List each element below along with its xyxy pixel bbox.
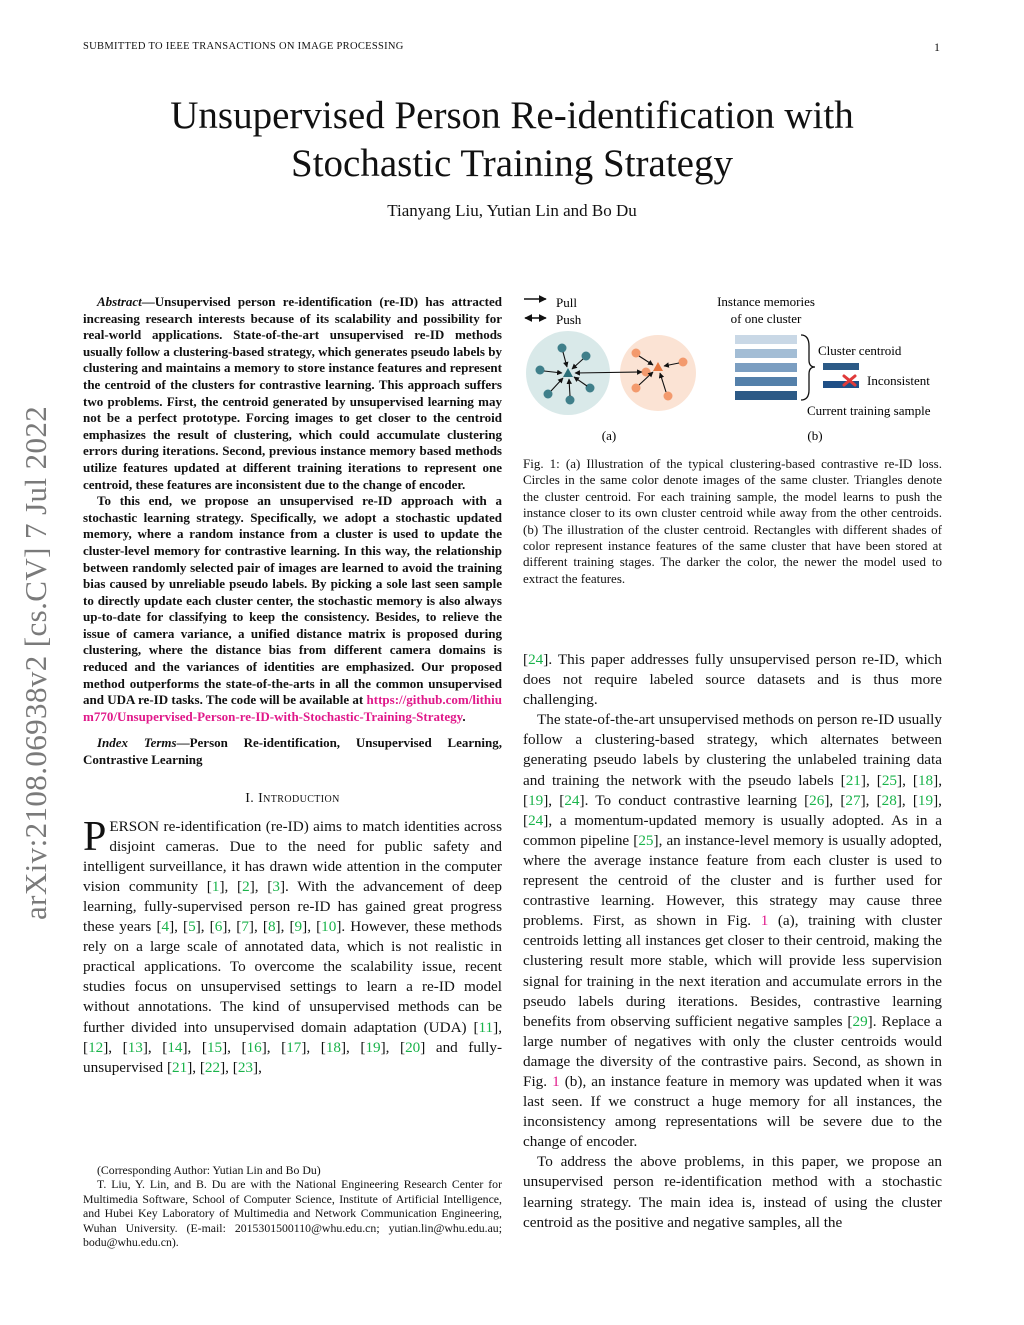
citation[interactable]: 11 <box>478 1018 494 1036</box>
citation[interactable]: 10 <box>321 918 337 936</box>
citation[interactable]: 24 <box>528 651 544 668</box>
legend-push-label: Push <box>556 312 582 327</box>
instance-memories-label-2: of one cluster <box>730 311 802 326</box>
citation[interactable]: 17 <box>286 1038 302 1056</box>
citation[interactable]: 13 <box>127 1038 143 1056</box>
title-line-1: Unsupervised Person Re-identification with <box>170 94 854 137</box>
abstract-paragraph-2: To this end, we propose an unsupervised re-ID approach with a stochastic learning strategy. Specifically, we adopt a stochastic updated memory, where a random instance from a cluster is used to update the cluster-level memory for contrastive learning. In this way, the relationship between randomly selected pair of images are learned to avoid the training bias caused by unreliable pseudo labels. By picking a sole last seen sample to directly update each cluster center, the stochastic memory is also always up-to-date for classifying to keep the consistency. Besides, to relieve the issue of camera variance, a unified distance matrix is proposed during clustering, where the distance bias from different camera domains is reduced and the variances of identities are emphasized. Our proposed method outperforms the state-of-the-arts in all the common unsupervised and UDA re-ID tasks. The code will be available at https://github.com/lithium770/Unsupervised-Person-re-ID-with-Stochastic-Training-Strategy. <box>83 493 502 724</box>
legend-pull-label: Pull <box>556 295 577 310</box>
inconsistent-label: Inconsistent <box>867 373 930 388</box>
page-number: 1 <box>934 40 940 54</box>
citation[interactable]: 23 <box>237 1058 254 1076</box>
subfigure-a-label: (a) <box>601 428 617 443</box>
figure-caption-text: Fig. 1: (a) Illustration of the typical clustering-based contrastive re-ID loss. Circles in the same color denote images of the same cluster. Triangles denote the cluster centroid. For each training sample, the model learns to push the instance closer to its own cluster centroid while away from the other centroids. (b) The illustration of the cluster centroid. Rectangles with different shades of color represent instance features of the same cluster that have been stored at different training stages. The darker the color, the newer the model used to extract the features. <box>523 456 942 586</box>
code-link[interactable]: https://github.com/lithium770/Unsupervised-Person-re-ID-with-Stochastic-Training-Strategy <box>83 692 502 724</box>
right-paragraph-3: To address the above problems, in this paper, we propose an unsupervised person re-identification method with a stochastic learning strategy. The main idea is, instead of using the cluster centroid as the positive and negative samples, all the <box>523 1153 942 1231</box>
citation[interactable]: 5 <box>188 918 196 936</box>
abstract-label: Abstract <box>97 294 142 309</box>
citation[interactable]: 19 <box>365 1038 381 1056</box>
paper-title <box>60 92 964 188</box>
citation[interactable]: 26 <box>809 791 825 809</box>
title-line-2: Stochastic Training Strategy <box>291 142 733 185</box>
intro-paragraph: PERSON re-identification (re-ID) aims to match identities across disjoint cameras. Due to the need for public safety and intelligent surveillance, it has drawn wide attention in the computer vision community [1], [2], [3]. With the advancement of deep learning, fully-supervised person re-ID has gained great progress these years [4], [5], [6], [7], [8], [9], [10]. However, these methods rely on a large scale of annotated data, which is not realistic in practical applications. To overcome the scalability issue, recent studies focus on unsupervised settings to learn a re-ID model without annotations. The kind of unsupervised methods can be further divided into unsupervised domain adaptation (UDA) [11], [12], [13], [14], [15], [16], [17], [18], [19], [20] and fully-unsupervised [21], [22], [23], <box>83 813 503 1076</box>
instance-memories-label-1: Instance memories <box>717 294 815 309</box>
citation[interactable]: 14 <box>167 1038 183 1056</box>
centroid-bar <box>823 363 859 370</box>
index-terms: Index Terms—Person Re-identification, Unsupervised Learning, Contrastive Learning <box>83 735 502 768</box>
citation[interactable]: 19 <box>528 791 544 809</box>
citation[interactable]: 1 <box>211 877 220 895</box>
citation[interactable]: 21 <box>845 771 861 789</box>
citation[interactable]: 2 <box>242 877 250 895</box>
legend-push <box>525 312 582 327</box>
right-paragraph-2: The state-of-the-art unsupervised methods on person re-ID usually follow a clustering-based strategy, which alternates between generating pseudo labels by clustering the unlabeled training data and training the network with the pseudo labels [21], [25], [18], [19], [24]. To conduct contrastive learning [26], [27], [28], [19], [24], a momentum-updated memory is usually adopted. As in a common pipeline [25], an instance-level memory is usually adopted, where the average instance feature from each cluster is used to represent the centroid of the cluster and is further used for contrastive learning. However, this strategy may cause three problems. First, as shown in Fig. 1 (a), training with cluster centroids letting all instances get closer to their centroid, making the clustering result more stable, which will provide less supervision signal for training in the next iteration and accumulate errors in the pseudo labels during iterations. Besides, contrastive learning benefits from observing sufficient negative samples [29]. Replace a large number of negatives with only the cluster centroids would damage the diversity of the contrastive pairs. Second, as shown in Fig. 1 (b), an instance feature in memory was updated when it was last seen. If we construct a huge memory for all instances, the inconsistency among representations will be severe due to the change of encoder. <box>523 711 943 1151</box>
abstract-paragraph-1: Abstract—Unsupervised person re-identification (re-ID) has attracted increasing research interests because of its scalability and possibility for real-world applications. State-of-the-art unsupervised re-ID methods usually follow a clustering-based strategy, which generates pseudo labels by clustering and maintains a memory to store instance features and represent the centroid of the clusters for contrastive learning. This approach suffers two problems. First, the centroid generated by unsupervised learning may not be a perfect prototype. Forcing images to get closer to the centroid emphasizes the result of clustering, which could accumulate clustering errors during iterations. Second, previous instance memory based methods utilize features updated at different training iterations to represent one centroid, these features are inconsistent due to the change of encoder. <box>83 294 502 492</box>
citation[interactable]: 24 <box>564 791 580 809</box>
citation[interactable]: 3 <box>272 877 280 895</box>
citation[interactable]: 9 <box>294 918 303 936</box>
author-list: Tianyang Liu, Yutian Lin and Bo Du <box>387 201 637 220</box>
citation[interactable]: 22 <box>204 1058 221 1076</box>
arxiv-stamp: arXiv:2108.06938v2 [cs.CV] 7 Jul 2022 <box>18 405 53 920</box>
citation[interactable]: 16 <box>246 1038 262 1056</box>
citation[interactable]: 27 <box>845 791 861 809</box>
current-sample-label: Current training sample <box>807 403 931 418</box>
citation[interactable]: 29 <box>852 1012 868 1030</box>
running-header: SUBMITTED TO IEEE TRANSACTIONS ON IMAGE PROCESSING <box>83 41 404 52</box>
figure-1 <box>518 288 948 448</box>
footnote-affiliation: T. Liu, Y. Lin, and B. Du are with the National Engineering Research Center for Multimedia Software, School of Computer Science, Institute of Artificial Intelligence, and Hubei Key Laboratory of Multimedia and Network Communication Engineering, Wuhan University. (E-mail: 2015301500110@whu.edu.cn; yutian.lin@whu.edu.au; bodu@whu.edu.cn). <box>83 1177 502 1250</box>
citation[interactable]: 19 <box>917 791 934 809</box>
figure-1-caption <box>523 456 942 587</box>
footnote-block <box>83 1163 502 1249</box>
legend-pull <box>524 295 577 310</box>
subfigure-b-label: (b) <box>807 428 823 443</box>
left-column <box>83 294 502 1078</box>
citation[interactable]: 24 <box>528 811 544 829</box>
drop-cap: P <box>83 813 107 860</box>
citation[interactable]: 21 <box>172 1058 188 1076</box>
citation[interactable]: 25 <box>638 831 654 849</box>
citation[interactable]: 25 <box>881 771 898 789</box>
right-column-text <box>523 650 942 1233</box>
index-terms-label: Index Terms <box>97 735 177 751</box>
citation[interactable]: 7 <box>241 918 249 936</box>
figure-reference[interactable]: 1 <box>552 1072 560 1090</box>
footnote-corresponding: (Corresponding Author: Yutian Lin and Bo Du) <box>97 1163 321 1177</box>
memory-brace <box>801 335 815 400</box>
memory-stack <box>735 335 797 400</box>
section-heading-introduction: I. Introduction <box>245 790 340 806</box>
cluster-centroid-label: Cluster centroid <box>818 343 902 358</box>
citation[interactable]: 8 <box>267 918 276 936</box>
figure-reference[interactable]: 1 <box>760 912 769 930</box>
citation[interactable]: 4 <box>161 918 170 936</box>
right-paragraph-1: [24]. This paper addresses fully unsupervised person re-ID, which does not require labeled source datasets and is thus more challenging. <box>523 651 942 709</box>
citation[interactable]: 6 <box>214 918 223 936</box>
citation[interactable]: 15 <box>206 1038 223 1056</box>
citation[interactable]: 18 <box>325 1038 341 1056</box>
citation[interactable]: 28 <box>881 791 897 809</box>
citation[interactable]: 12 <box>88 1038 104 1056</box>
citation[interactable]: 18 <box>917 771 934 789</box>
citation[interactable]: 20 <box>405 1038 421 1056</box>
